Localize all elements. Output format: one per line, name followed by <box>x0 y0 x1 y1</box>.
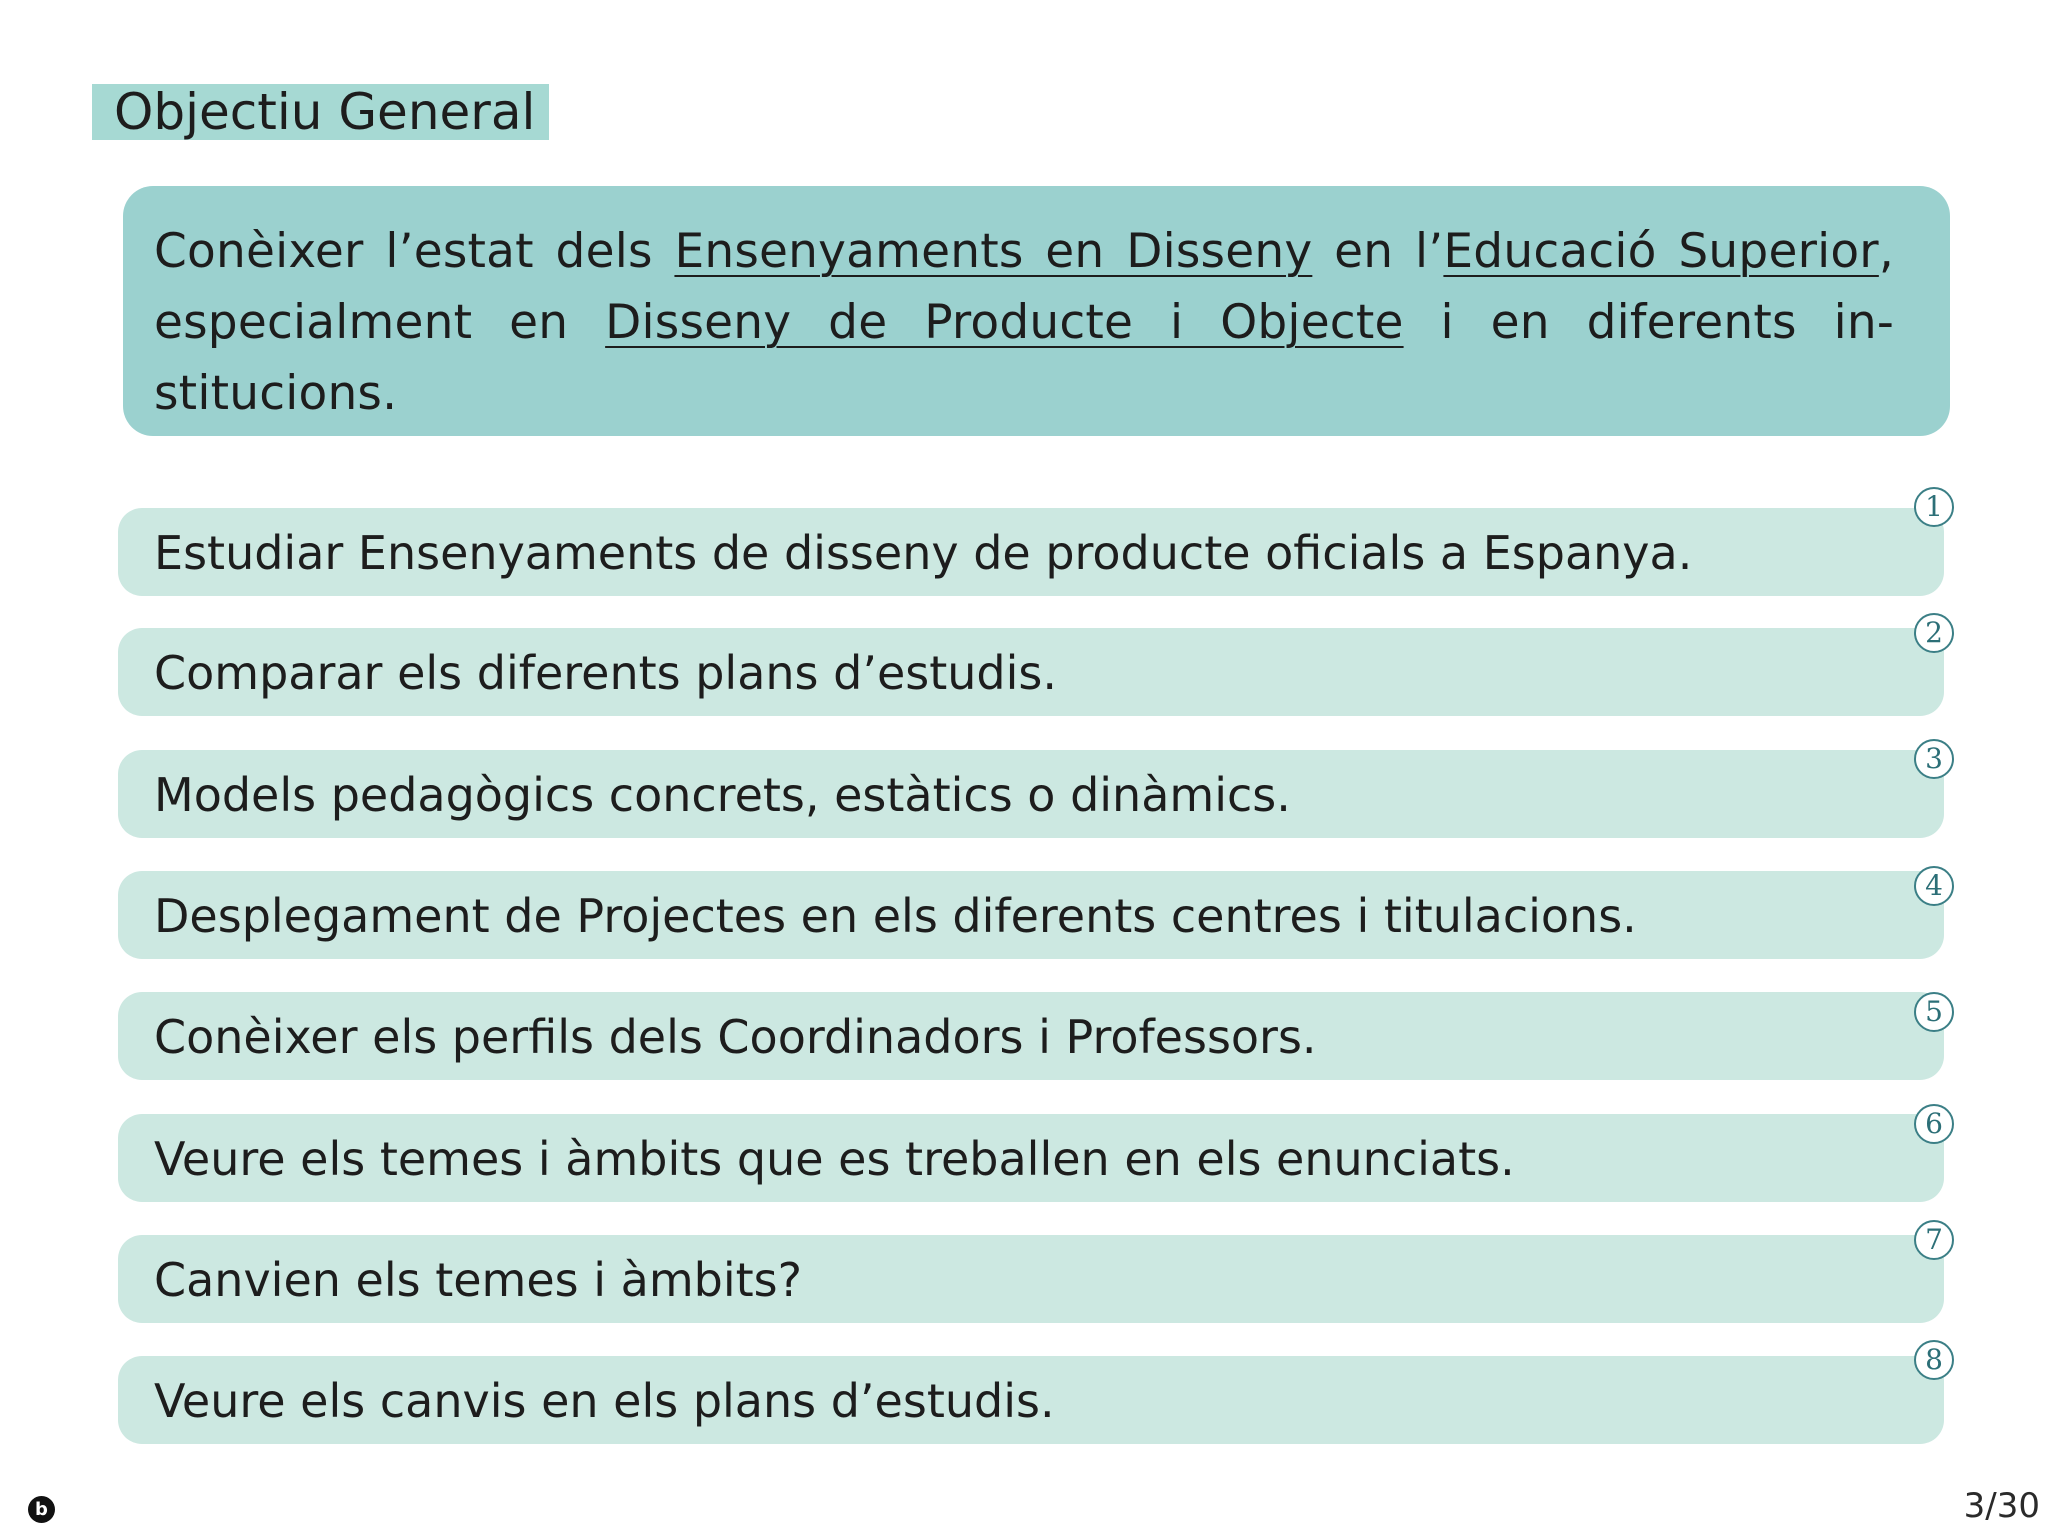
objective-number-badge: 1 <box>1914 487 1954 527</box>
objective-text: Veure els canvis en els plans d’estudis. <box>154 1374 1055 1428</box>
objective-item-8 <box>118 1356 1944 1444</box>
goal-underlined-term: Disseny de Producte i Objecte <box>605 295 1404 350</box>
goal-underlined-term: Educació Superior <box>1443 224 1879 279</box>
objective-text: Desplegament de Projectes en els diferents centres i titulacions. <box>154 889 1637 943</box>
objective-item-2 <box>118 628 1944 716</box>
objective-text: Estudiar Ensenyaments de disseny de producte oficials a Espanya. <box>154 526 1693 580</box>
objective-number-badge: 6 <box>1914 1104 1954 1144</box>
goal-underlined-term: Ensenyaments en Disseny <box>674 224 1313 279</box>
objective-number-badge: 7 <box>1914 1220 1954 1260</box>
goal-text-part: en l’ <box>1312 224 1444 279</box>
objective-text: Comparar els diferents plans d’estudis. <box>154 646 1057 700</box>
objective-text: Canvien els temes i àmbits? <box>154 1253 803 1307</box>
objective-item-3 <box>118 750 1944 838</box>
general-objective-box <box>123 186 1950 436</box>
objective-number-badge: 5 <box>1914 992 1954 1032</box>
objective-item-4 <box>118 871 1944 959</box>
goal-text-part: Conèixer l’estat dels <box>154 224 675 279</box>
objective-item-7 <box>118 1235 1944 1323</box>
objective-number-badge: 4 <box>1914 866 1954 906</box>
objective-item-6 <box>118 1114 1944 1202</box>
goal-text-part: , especialment en <box>154 224 1894 350</box>
general-objective-text <box>154 216 1894 429</box>
objective-number-badge: 8 <box>1914 1340 1954 1380</box>
objective-item-5 <box>118 992 1944 1080</box>
section-heading-text: Objectiu General <box>114 83 536 141</box>
section-heading <box>92 84 549 140</box>
objective-text: Veure els temes i àmbits que es treballen en els enunciats. <box>154 1132 1515 1186</box>
beamer-logo-icon: b <box>28 1496 55 1523</box>
page-number: 3/30 <box>1963 1486 2040 1526</box>
objective-text: Models pedagògics concrets, estàtics o dinàmics. <box>154 768 1291 822</box>
objective-text: Conèixer els perfils dels Coordinadors i Professors. <box>154 1010 1317 1064</box>
objective-item-1 <box>118 508 1944 596</box>
objective-number-badge: 3 <box>1914 739 1954 779</box>
objective-number-badge: 2 <box>1914 613 1954 653</box>
goal-text-part: i en diferents in-stitucions. <box>154 295 1894 421</box>
